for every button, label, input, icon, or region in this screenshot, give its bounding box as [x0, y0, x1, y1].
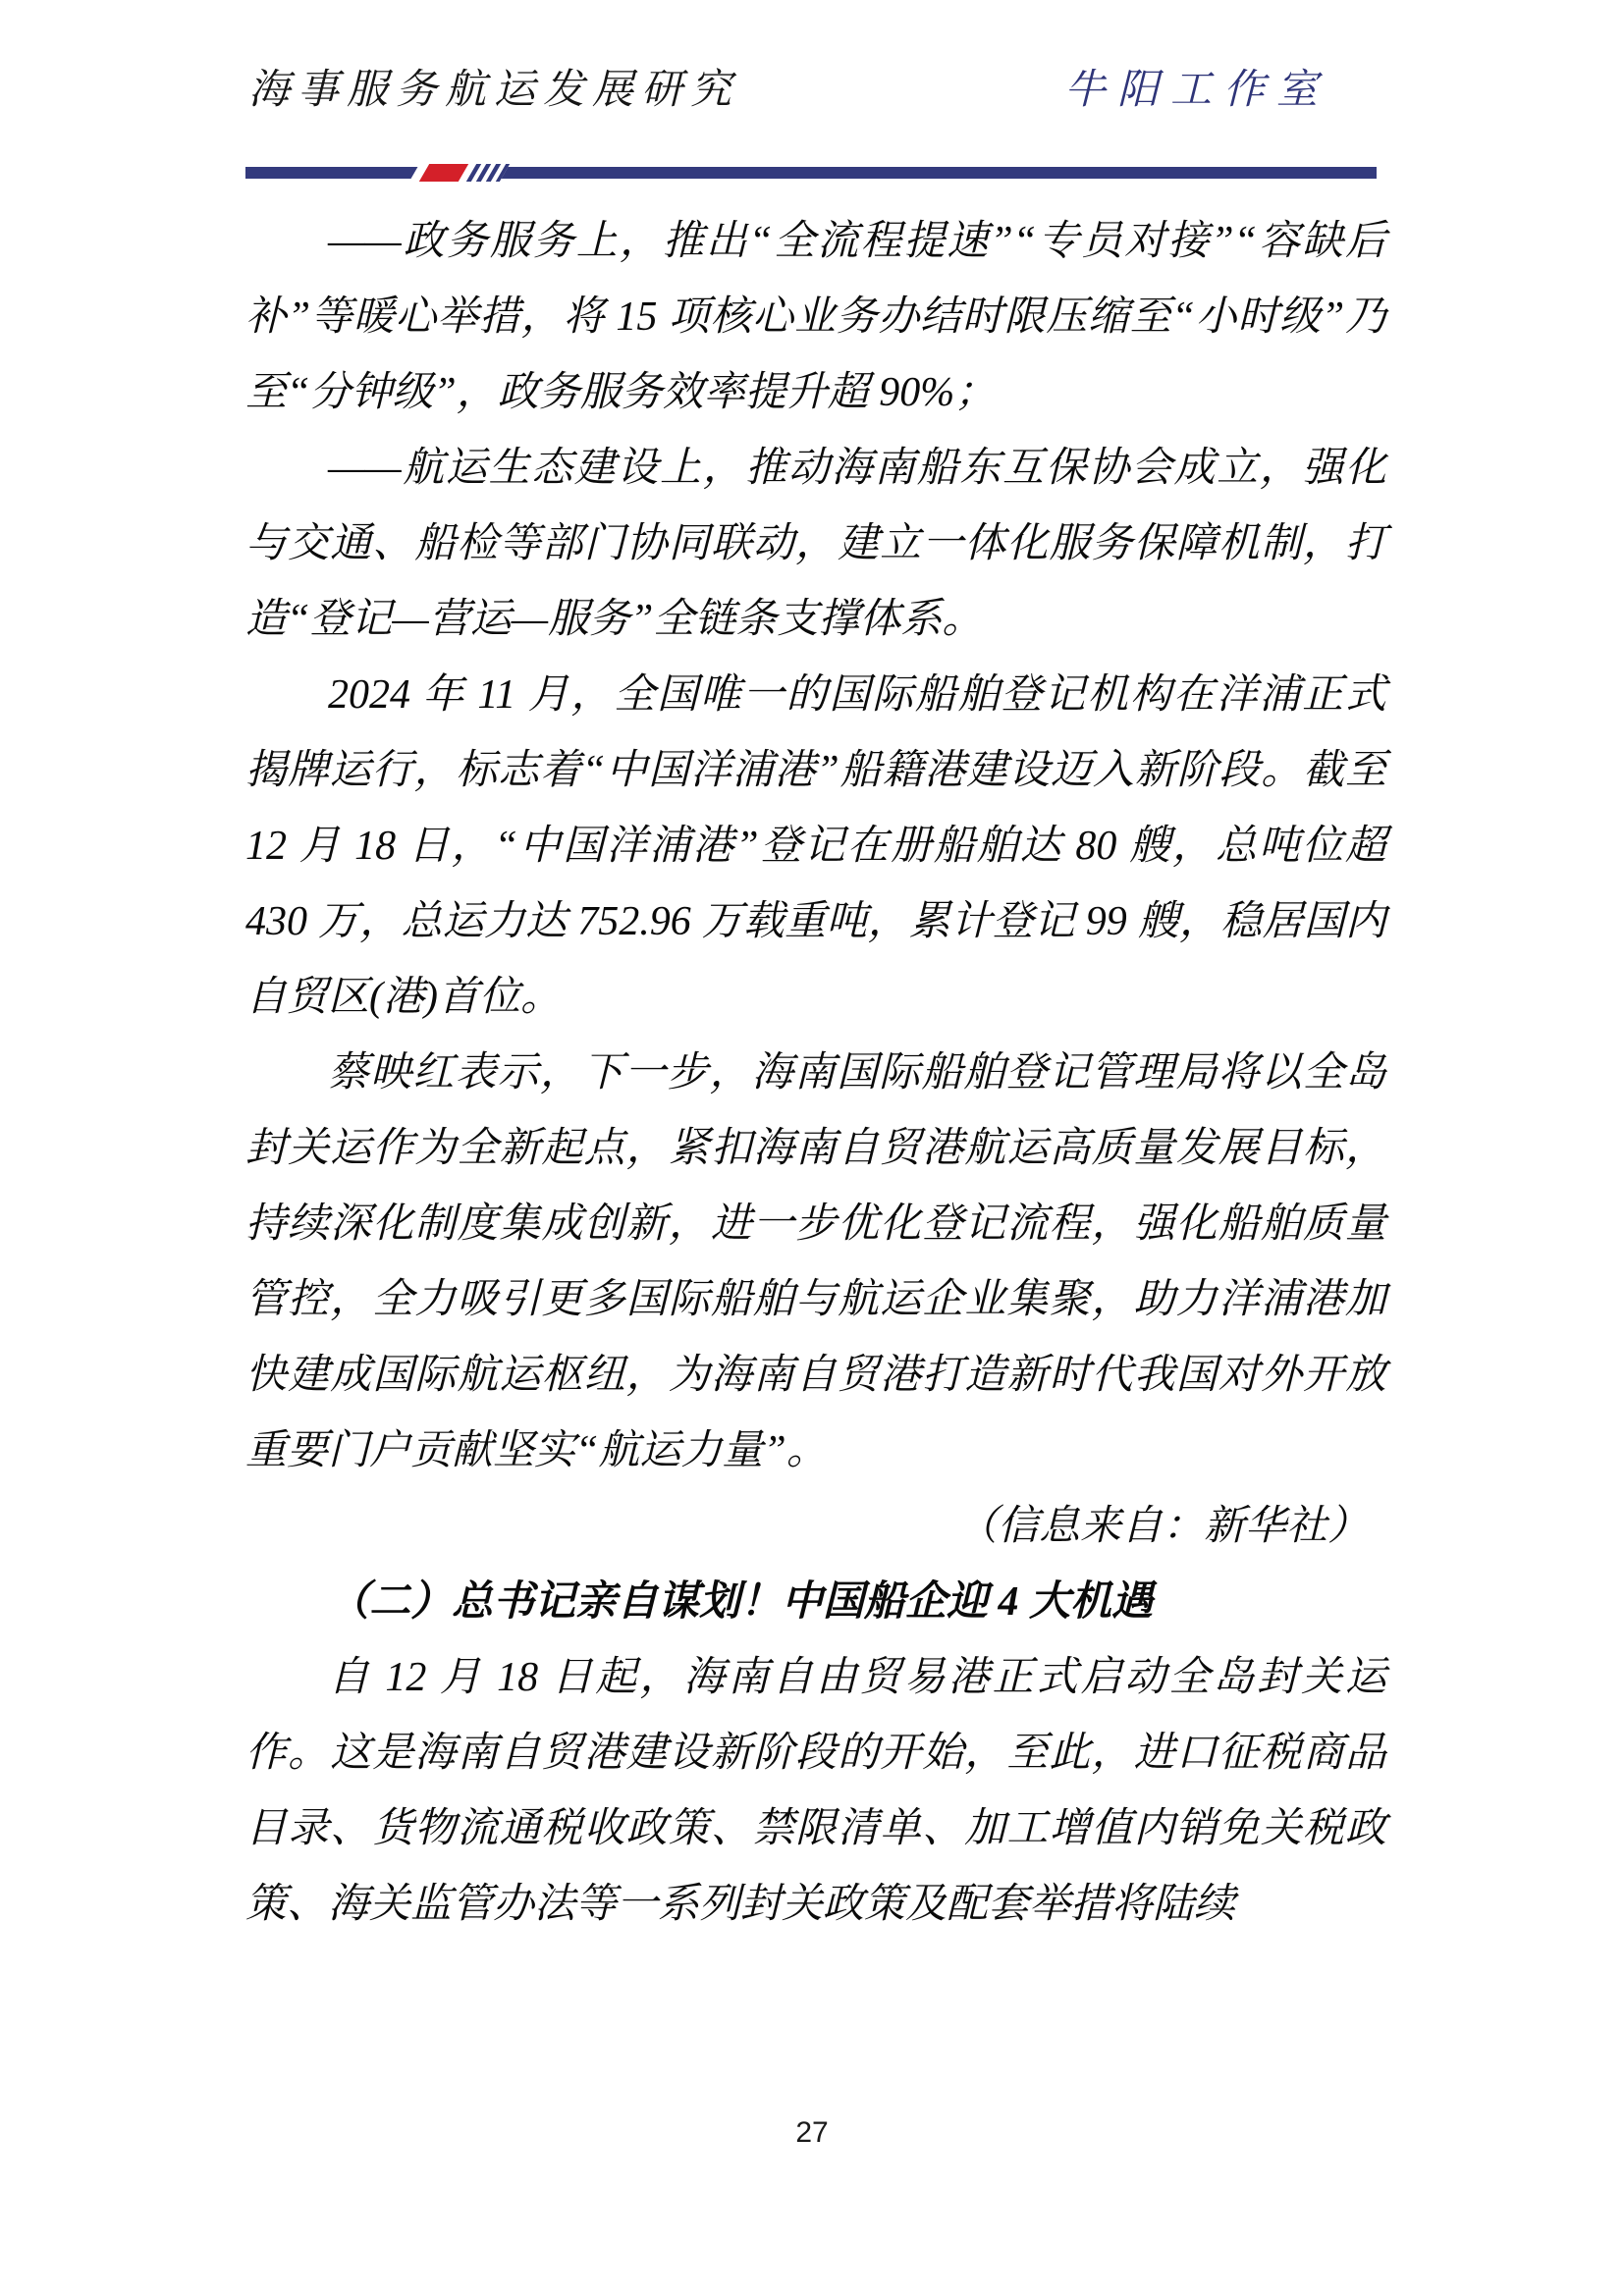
header-right-title: 牛阳工作室: [1063, 68, 1329, 113]
red-accent-shape: [419, 164, 468, 182]
paragraph-government-services: ——政务服务上，推出“全流程提速”“专员对接”“容缺后补”等暖心举措，将 15 项核心业务办结时限压缩至“小时级”乃至“分钟级”，政务服务效率提升超 90%；: [245, 219, 1386, 415]
header-left-title: 海事服务航运发展研究: [248, 68, 740, 113]
article-body: [245, 204, 1386, 1943]
paragraph-shipping-ecosystem: ——航运生态建设上，推动海南船东互保协会成立，强化与交通、船检等部门协同联动，建立一体化服务保障机制，打造“登记—营运—服务”全链条支撑体系。: [245, 446, 1386, 642]
header-rule-decoration: [409, 164, 510, 182]
paragraph-island-closure: 自 12 月 18 日起，海南自由贸易港正式启动全岛封关运作。这是海南自贸港建设新阶段的开始，至此，进口征税商品目录、货物流通税收政策、禁限清单、加工增值内销免关税政策、海关监管办法等一系列封关政策及配套举措将陆续: [245, 1655, 1386, 1927]
paragraph-registry-stats: 2024 年 11 月，全国唯一的国际船舶登记机构在洋浦正式揭牌运行，标志着“中国洋浦港”船籍港建设迈入新阶段。截至 12 月 18 日，“中国洋浦港”登记在册船舶达 80 艘，总吨位超 430 万，总运力达 752.96 万载重吨，累计登记 99 艘，稳居国内自贸区(港)首位。: [245, 672, 1386, 1020]
page-number: 27: [795, 2116, 829, 2149]
header-rule: [245, 167, 1377, 179]
paragraph-cai-yinghong-statement: 蔡映红表示，下一步，海南国际船舶登记管理局将以全岛封关运作为全新起点，紧扣海南自贸港航运高质量发展目标，持续深化制度集成创新，进一步优化登记流程，强化船舶质量管控，全力吸引更多国际船舶与航运企业集聚，助力洋浦港加快建成国际航运枢纽，为海南自贸港打造新时代我国对外开放重要门户贡献坚实“航运力量”。: [245, 1050, 1386, 1473]
source-attribution: （信息来自：新华社）: [955, 1504, 1369, 1549]
section-heading: （二）总书记亲自谋划！中国船企迎 4 大机遇: [328, 1579, 1154, 1625]
